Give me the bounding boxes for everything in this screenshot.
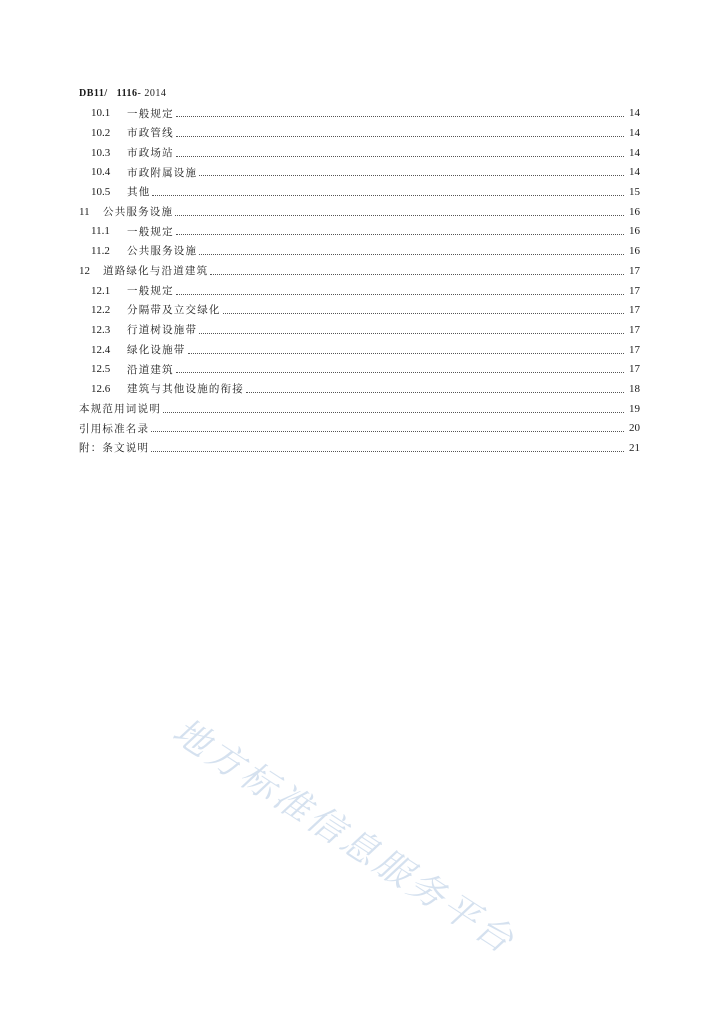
- toc-entry-title: 市政附属设施: [127, 166, 198, 179]
- toc-entry-page: 14: [629, 127, 640, 140]
- toc-entry-number: 10.4: [91, 166, 111, 179]
- toc-dot-leader: [163, 412, 624, 413]
- toc-entry[interactable]: [79, 301, 640, 321]
- toc-entry-page: 17: [629, 343, 640, 356]
- toc-entry[interactable]: [79, 163, 640, 183]
- toc-dot-leader: [199, 333, 624, 334]
- toc-dot-leader: [176, 136, 624, 137]
- toc-dot-leader: [176, 156, 624, 157]
- toc-entry-title: 道路绿化与沿道建筑: [103, 265, 209, 278]
- toc-entry-title: 市政管线: [127, 127, 174, 140]
- toc-entry-title: 分隔带及立交绿化: [127, 304, 221, 317]
- toc-entry-page: 14: [629, 166, 640, 179]
- toc-entry-title: 其他: [127, 186, 151, 199]
- watermark: 地方标准信息服务平台: [165, 710, 524, 964]
- toc-dot-leader: [175, 215, 624, 216]
- toc-entry-number: 10.2: [91, 127, 111, 140]
- toc-entry[interactable]: [79, 262, 640, 282]
- toc-entry-number: 12.1: [91, 284, 111, 297]
- toc-dot-leader: [176, 294, 624, 295]
- toc-entry-title: 本规范用词说明: [79, 402, 161, 415]
- toc-entry-title: 绿化设施带: [127, 343, 186, 356]
- toc-entry[interactable]: [79, 202, 640, 222]
- toc-entry-title: 市政场站: [127, 146, 174, 159]
- toc-entry-page: 17: [629, 323, 640, 336]
- doc-code-number: 1116: [116, 88, 138, 99]
- toc-entry-page: 20: [629, 422, 640, 435]
- toc-entry-number: 11.1: [91, 225, 110, 238]
- toc-entry-page: 14: [629, 146, 640, 159]
- toc-entry-number: 10.1: [91, 107, 111, 120]
- toc-entry-page: 16: [629, 225, 640, 238]
- table-of-contents: [79, 104, 640, 458]
- toc-entry[interactable]: [79, 399, 640, 419]
- toc-entry[interactable]: [79, 281, 640, 301]
- toc-entry-page: 17: [629, 264, 640, 277]
- toc-dot-leader: [246, 392, 624, 393]
- toc-dot-leader: [199, 175, 624, 176]
- toc-entry-number: 12.3: [91, 323, 111, 336]
- toc-entry-number: 12.2: [91, 304, 111, 317]
- toc-entry-number: 12: [79, 264, 90, 277]
- toc-entry[interactable]: [79, 222, 640, 242]
- doc-code-prefix: DB11/: [79, 88, 108, 99]
- toc-entry-title: 公共服务设施: [127, 245, 198, 258]
- toc-entry-title: 一般规定: [127, 107, 174, 120]
- toc-dot-leader: [223, 313, 624, 314]
- toc-entry-number: 11.2: [91, 245, 110, 258]
- toc-entry-page: 16: [629, 245, 640, 258]
- toc-entry-number: 12.6: [91, 382, 111, 395]
- toc-entry-number: 10.5: [91, 186, 111, 199]
- toc-dot-leader: [188, 353, 625, 354]
- toc-dot-leader: [152, 195, 624, 196]
- toc-entry[interactable]: [79, 439, 640, 459]
- toc-entry-number: 12.5: [91, 363, 111, 376]
- toc-entry-title: 一般规定: [127, 284, 174, 297]
- document-code: [79, 88, 166, 99]
- toc-entry-page: 17: [629, 304, 640, 317]
- toc-entry-number: 11: [79, 205, 90, 218]
- toc-entry-page: 21: [629, 442, 640, 455]
- toc-entry-title: 行道树设施带: [127, 324, 198, 337]
- toc-entry-page: 17: [629, 363, 640, 376]
- toc-dot-leader: [151, 451, 624, 452]
- toc-entry[interactable]: [79, 419, 640, 439]
- toc-entry-page: 15: [629, 186, 640, 199]
- toc-entry[interactable]: [79, 321, 640, 341]
- toc-entry-page: 19: [629, 402, 640, 415]
- toc-entry-title: 附：条文说明: [79, 442, 150, 455]
- toc-entry-title: 引用标准名录: [79, 422, 150, 435]
- toc-entry-page: 18: [629, 382, 640, 395]
- toc-dot-leader: [199, 254, 624, 255]
- toc-entry[interactable]: [79, 360, 640, 380]
- toc-dot-leader: [151, 431, 624, 432]
- toc-entry-page: 17: [629, 284, 640, 297]
- toc-entry-title: 一般规定: [127, 225, 174, 238]
- toc-entry-page: 14: [629, 107, 640, 120]
- toc-dot-leader: [210, 274, 624, 275]
- toc-entry-page: 16: [629, 205, 640, 218]
- toc-entry-number: 10.3: [91, 146, 111, 159]
- toc-entry[interactable]: [79, 242, 640, 262]
- toc-entry[interactable]: [79, 124, 640, 144]
- toc-dot-leader: [176, 116, 624, 117]
- toc-entry[interactable]: [79, 143, 640, 163]
- toc-entry-title: 建筑与其他设施的衔接: [127, 383, 244, 396]
- toc-entry-title: 公共服务设施: [103, 206, 174, 219]
- toc-entry[interactable]: [79, 340, 640, 360]
- toc-entry-title: 沿道建筑: [127, 363, 174, 376]
- toc-entry[interactable]: [79, 104, 640, 124]
- toc-entry-number: 12.4: [91, 343, 111, 356]
- toc-dot-leader: [176, 372, 624, 373]
- toc-entry[interactable]: [79, 380, 640, 400]
- doc-code-year: - 2014: [137, 88, 167, 99]
- toc-entry[interactable]: [79, 183, 640, 203]
- toc-dot-leader: [176, 234, 624, 235]
